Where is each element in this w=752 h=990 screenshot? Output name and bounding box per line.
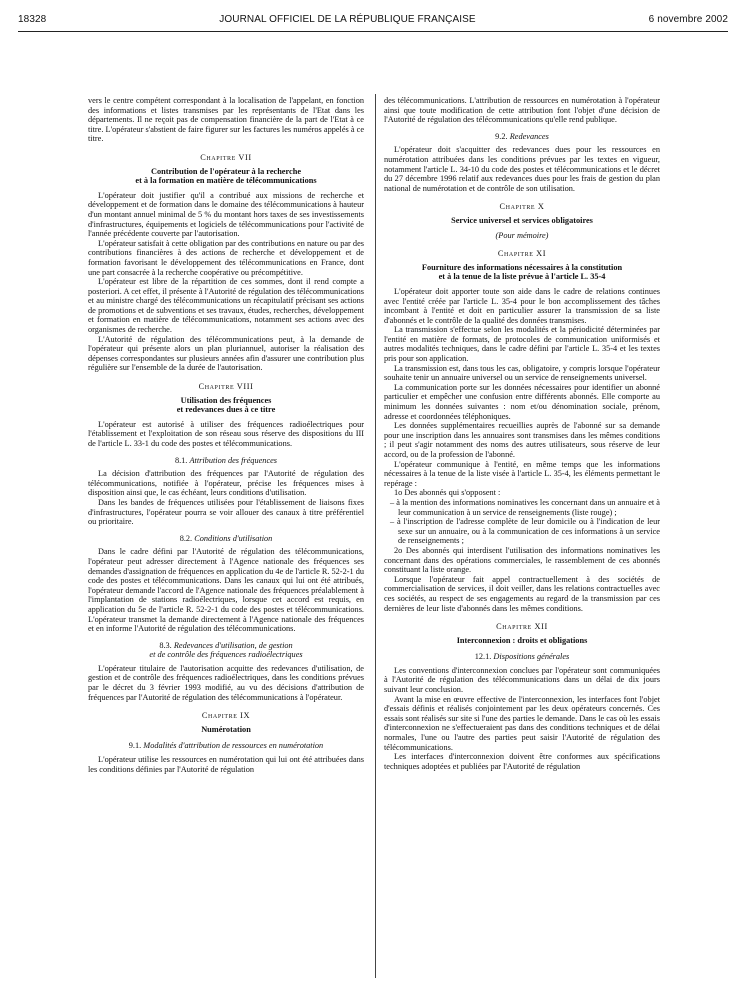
paragraph: L'opérateur est libre de la répartition de ces sommes, dont il rend compte a posteriori. A cet effet, il présente à l'Autorité de régulation des télécommunications et au ministre chargé des télécommunications un récapitulatif précisant ses actions de promotions et de subventions et ses travaux, études, recherches, développement et formation en matière de télécommunications, notamment ses actions avec des organismes de recherche. — [88, 277, 364, 335]
paragraph: des télécommunications. L'attribution de ressources en numérotation à l'opérateur ainsi que toute modification de cette attribution font l'objet d'une décision de l'Autorité de régulation des télécommunications qu'elle rend publique. — [384, 96, 660, 125]
paragraph: vers le centre compétent correspondant à la localisation de l'appelant, en fonction des informations et listes transmises par les représentants de l'Etat dans les départements. Il ne reçoit pas de compensation financière de la part de l'Etat à ce titre. L'opérateur s'abstient de faire figurer sur les factures les numéros appelés à ce titre. — [88, 96, 364, 144]
page-number: 18328 — [18, 13, 47, 25]
paragraph: Dans le cadre défini par l'Autorité de régulation des télécommunications, l'opérateur peut adresser directement à l'Agence nationale des fréquences ses demandes d'assignation de fréquences en application du 4e de l'article R. 52-2-1 du code des postes et télécommunications. Dans les canaux qui lui ont été attribués, l'opérateur demande l'accord de l'Agence nationale des fréquences préalablement à l'implantation de stations radioélectriques, lorsque cet accord est requis, en application du 5e de l'article R. 52-2-1 du code des postes et télécommunications. L'opérateur transmet la demande directement à l'Agence nationale des fréquences et en informe l'Autorité de régulation des télécommunications. — [88, 547, 365, 634]
header-rule — [18, 31, 728, 32]
paragraph: Dans les bandes de fréquences utilisées pour l'établissement de liaisons fixes d'infrastructures, l'opérateur pourra se voir allouer des canaux à titre préférentiel ou prioritaire. — [88, 497, 364, 527]
section-heading: 12.1. Dispositions générales — [474, 652, 570, 662]
section-heading: 8.2. Conditions d'utilisation — [179, 533, 273, 543]
paragraph: Lorsque l'opérateur fait appel contractuellement à des sociétés de commercialisation de services, il doit veiller, dans les relations contractuelles avec ces sociétés, au respect de ses engagements au regard de la transmission par ces dernières de leur liste d'abonnés dans les mêmes conditions. — [384, 574, 660, 613]
left-column — [88, 96, 364, 774]
paragraph: L'opérateur titulaire de l'autorisation acquitte des redevances d'utilisation, de gestion et de contrôle des fréquences radioélectriques, dans les conditions prévues par le décret du 3 février 1993 modifié, au vu des décisions d'attribution de fréquences par l'Autorité de régulation des télécommunications à l'opérateur. — [88, 663, 364, 702]
paragraph: L'Autorité de régulation des télécommunications peut, à la demande de l'opérateur qui présente alors un plan pluriannuel, autoriser la réalisation des dépenses correspondantes sur plusieurs années afin d'assurer une contribution plus régulière sur l'ensemble de la durée de l'autorisation. — [88, 334, 364, 373]
paragraph: Les conventions d'interconnexion conclues par l'opérateur sont communiquées à l'Autorité de régulation des télécommunications dans un délai de dix jours suivant leur conclusion. — [384, 665, 660, 695]
chapter-title: Interconnexion : droits et obligations — [456, 635, 588, 645]
paragraph: Avant la mise en œuvre effective de l'interconnexion, les interfaces font l'objet d'essais définis et réalisés conjointement par les deux opérateurs concernés. Ces essais sont réalisés sur site si l'une des parties le demande. Dans le cas où les essais d'interconnexion ne s'effectueraient pas dans des conditions techniques et de délai normales, l'une ou l'autre des parties peut saisir l'Autorité de régulation des télécommunications. — [384, 694, 660, 752]
paragraph: La décision d'attribution des fréquences par l'Autorité de régulation des télécommunications, notifiée à l'opérateur, précise les fréquences mises à disposition ainsi que, le cas échéant, leurs conditions d'utilisation. — [88, 469, 364, 498]
chapter-title: Numérotation — [201, 724, 251, 734]
paragraph: L'opérateur doit justifier qu'il a contribué aux missions de recherche et développement et de formation dans le domaine des télécommunications à hauteur d'un montant annuel minimal de 5 % du montant hors taxes de ses investissements d'infrastructures, équipements et logiciels de télécommunications pour l'activité de l'année précédente couverte par l'autorisation. — [88, 190, 364, 239]
chapter-heading: Chapitre XII — [496, 622, 548, 632]
paragraph: L'opérateur communique à l'entité, en même temps que les informations nécessaires à la tenue de la liste visée à l'article L. 35-4, les éléments permettant le repérage : — [384, 459, 660, 488]
page-header — [18, 10, 728, 28]
chapter-note: (Pour mémoire) — [495, 230, 549, 240]
chapter-title: Service universel et services obligatoires — [451, 215, 593, 225]
chapter-title: Contribution de l'opérateur à la recherche et à la formation en matière de télécommunications — [135, 166, 317, 186]
paragraph: Les données supplémentaires recueillies auprès de l'abonné sur sa demande pour une inscription dans les annuaires sont transmises dans les mêmes conditions ; il peut s'agir notamment des noms des autres utilisateurs, sous réserve de leur accord, ou de la profession de l'abonné. — [384, 421, 660, 459]
paragraph: L'opérateur satisfait à cette obligation par des contributions en nature ou par des contributions financières à des actions de recherche et développement et de formation favorisant le développement des télécommunications en France, dont une part consacrée à la recherche coopérative ou précompétitive. — [88, 238, 364, 277]
paragraph: L'opérateur utilise les ressources en numérotation qui lui ont été attribuées dans les conditions définies par l'Autorité de régulation — [88, 755, 364, 774]
issue-date: 6 novembre 2002 — [648, 13, 728, 25]
paragraph: La communication porte sur les données nécessaires pour identifier un abonné particulier et empêcher une confusion entre différents abonnés. Elle comporte au minimum les données suivantes : nom et/ou dénomination sociale, prénom, adresse et coordonnées téléphoniques. — [384, 382, 660, 421]
journal-title: JOURNAL OFFICIEL DE LA RÉPUBLIQUE FRANÇAISE — [219, 13, 476, 25]
paragraph: L'opérateur est autorisé à utiliser des fréquences radioélectriques pour l'établissement et l'exploitation de son réseau sous réserve des dispositions du III de l'article L. 33-1 du code des postes et télécommunications. — [88, 419, 364, 448]
chapter-title: Fourniture des informations nécessaires à la constitution et à la tenue de la liste prévue à l'article L. 35-4 — [421, 262, 623, 282]
right-column — [384, 96, 660, 771]
section-heading: 9.2. Redevances — [495, 131, 549, 141]
column-divider — [375, 94, 376, 978]
paragraph: L'opérateur doit apporter toute son aide dans le cadre de relations continues avec l'entité créée par l'article L. 35-4 pour le bon accomplissement des tâches incombant à l'entité et doit en particulier assurer la transmission de sa liste d'abonnés et le contrôle de la qualité des données transmises. — [384, 286, 660, 325]
list-item: – à l'inscription de l'adresse complète de leur domicile ou à l'indication de leur sexe sur un annuaire, ou à la communication de ces informations à un service de renseignements ; — [390, 517, 660, 546]
list-item: 2o Des abonnés qui interdisent l'utilisation des informations nominatives les concernant dans des opérations commerciales, le rassemblement de ces abonnés constituant la liste orange. — [384, 545, 660, 575]
paragraph: Les interfaces d'interconnexion doivent être conformes aux spécifications techniques adoptées et publiées par l'Autorité de régulation — [384, 752, 660, 771]
chapter-heading: Chapitre VII — [200, 152, 252, 162]
section-heading: 8.1. Attribution des fréquences — [174, 455, 278, 465]
chapter-heading: Chapitre XI — [497, 249, 547, 259]
paragraph: La transmission s'effectue selon les modalités et la périodicité déterminées par l'entité en matière de formats, de protocoles de communication uniformisés et autres modalités techniques, dans le cadre défini par l'article L. 35-4 et les textes pris pour son application. — [384, 325, 660, 364]
list-item: 1o Des abonnés qui s'opposent : — [394, 488, 501, 498]
chapter-heading: Chapitre IX — [201, 711, 251, 721]
chapter-title: Utilisation des fréquences et redevances dues à ce titre — [176, 395, 276, 415]
chapter-heading: Chapitre VIII — [198, 382, 254, 392]
chapter-heading: Chapitre X — [499, 202, 545, 212]
paragraph: La transmission est, dans tous les cas, obligatoire, y compris lorsque l'opérateur souhaite tenir un annuaire universel ou un service de renseignements universel. — [384, 363, 660, 383]
section-heading: 8.3. Redevances d'utilisation, de gestion et de contrôle des fréquences radioélectriques — [149, 640, 303, 660]
paragraph: L'opérateur doit s'acquitter des redevances dues pour les ressources en numérotation attribuées dans les conditions prévues par les textes en vigueur, notamment l'article L. 34-10 du code des postes et télécommunications et le décret du 27 décembre 1996 relatif aux redevances dues pour les frais de gestion du plan national de numérotation et de contrôle de son utilisation. — [384, 145, 660, 193]
list-item: – à la mention des informations nominatives les concernant dans un annuaire et à leur communication à un service de renseignements (liste rouge) ; — [390, 497, 660, 517]
section-heading: 9.1. Modalités d'attribution de ressources en numérotation — [128, 741, 324, 751]
